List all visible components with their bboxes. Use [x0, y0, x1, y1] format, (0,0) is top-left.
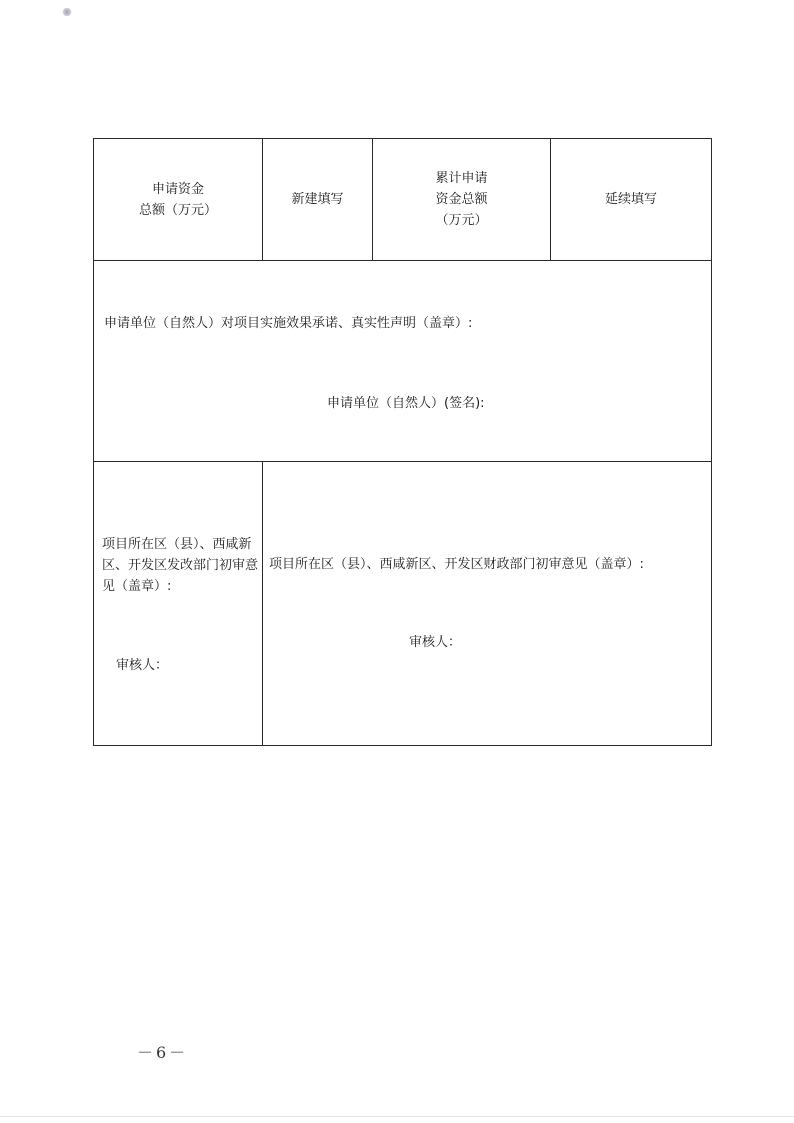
declaration-statement: 申请单位（自然人）对项目实施效果承诺、真实性声明（盖章）: [104, 316, 473, 331]
application-form-table [93, 138, 712, 746]
extend-fill-cell[interactable] [551, 139, 712, 261]
cumulative-amount-label-cell [373, 139, 551, 261]
extend-fill-label: 延续填写 [604, 192, 657, 207]
apply-amount-label-line1: 申请资金 [151, 181, 204, 197]
cumulative-label-line3: （万元） [435, 213, 488, 228]
review-row [94, 462, 712, 746]
development-dept-opinion-label: 项目所在区（县）、西咸新区、开发区发改部门初审意见（盖章）: [102, 537, 259, 594]
scan-edge-line [0, 1116, 794, 1117]
new-fill-cell[interactable] [263, 139, 373, 261]
cumulative-label-line1: 累计申请 [435, 171, 488, 186]
declaration-row [94, 261, 712, 462]
development-dept-review-cell[interactable] [94, 462, 263, 746]
declaration-signature-label: 申请单位（自然人）(签名): [327, 396, 485, 411]
development-dept-reviewer-label: 审核人： [116, 658, 169, 673]
page-number: －6－ [137, 1043, 189, 1062]
amount-row [94, 139, 712, 261]
new-fill-label: 新建填写 [291, 192, 344, 207]
apply-amount-label-line2: 总额（万元） [138, 202, 217, 218]
apply-amount-label-cell [94, 139, 263, 261]
finance-dept-reviewer-label: 审核人： [409, 635, 462, 650]
declaration-cell[interactable] [94, 261, 712, 462]
finance-dept-review-cell[interactable] [263, 462, 712, 746]
scan-speck [62, 8, 72, 16]
finance-dept-opinion-label: 项目所在区（县）、西咸新区、开发区财政部门初审意见（盖章）: [269, 557, 644, 572]
cumulative-label-line2: 资金总额 [435, 192, 488, 207]
